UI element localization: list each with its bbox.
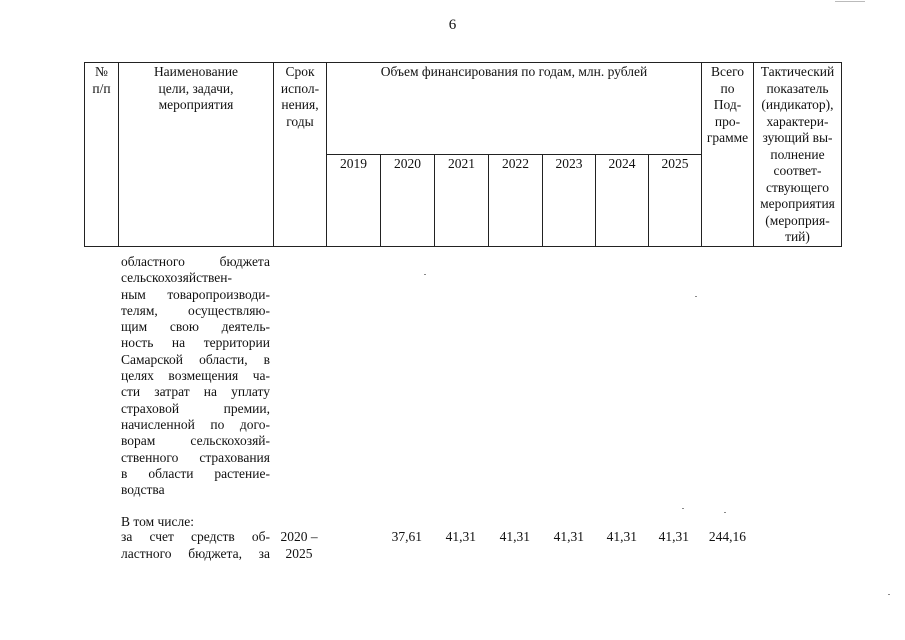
funding-table-header [84, 62, 842, 247]
funding-value-2025: 41,31 [658, 529, 689, 544]
scan-speck [888, 594, 890, 595]
description-line: сти затрат на уплату [121, 384, 270, 400]
header-year-cell: 2021 [435, 154, 489, 246]
header-year-cell: 2019 [327, 154, 381, 246]
scan-speck [695, 296, 697, 297]
header-year-cell: 2020 [381, 154, 435, 246]
description-line: ворам сельскохозяй- [121, 433, 270, 449]
including-label: В том числе: [121, 514, 194, 529]
description-line: сельскохозяйствен- [121, 270, 232, 286]
description-line: телям, осуществляю- [121, 302, 270, 318]
description-line: щим свою деятель- [121, 319, 270, 335]
header-name-cell: Наименование цели, задачи, мероприятия [119, 63, 274, 247]
description-line: начисленной по дого- [121, 416, 270, 432]
funding-name-line: за счет средств об- [121, 529, 270, 544]
funding-value-2024: 41,31 [606, 529, 637, 544]
scan-speck [424, 274, 426, 275]
funding-value-2022: 41,31 [499, 529, 530, 544]
header-term-cell: Срок испол- нения, годы [274, 63, 327, 247]
description-line: в области растение- [121, 465, 270, 481]
scan-speck [724, 512, 726, 513]
header-number-cell: № п/п [85, 63, 119, 247]
funding-row [0, 529, 905, 569]
description-line: целях возмещения ча- [121, 368, 270, 384]
description-line: Самарской области, в [121, 351, 270, 367]
description-line: водства [121, 482, 165, 498]
page-number: 6 [448, 17, 457, 33]
header-year-cell: 2023 [543, 154, 596, 246]
description-line: страховой премии, [121, 400, 270, 416]
scan-speck [682, 508, 684, 509]
funding-value-total: 244,16 [708, 529, 746, 544]
header-year-cell: 2025 [649, 154, 702, 246]
header-year-cell: 2024 [596, 154, 649, 246]
funding-value-2023: 41,31 [553, 529, 584, 544]
funding-row-name [121, 529, 270, 562]
header-total-cell: Всего по Под- про- грамме [702, 63, 754, 247]
funding-value-2021: 41,31 [445, 529, 476, 544]
scan-speck [835, 1, 865, 2]
funding-row-term: 2020 – 2025 [280, 529, 318, 561]
description-line: ственного страхования [121, 449, 270, 465]
header-year-cell: 2022 [489, 154, 543, 246]
funding-value-2020: 37,61 [391, 529, 422, 544]
description-line: областного бюджета [121, 254, 270, 269]
header-funding-title: Объем финансирования по годам, млн. рублей [327, 63, 702, 155]
description-line: ным товаропроизводи- [121, 286, 270, 302]
header-indicator-cell: Тактический показатель (индикатор), характери- зующий вы- полнение соответ- ствующего мероприятия (мероприя- тий) [754, 63, 842, 247]
activity-description [121, 254, 270, 498]
description-line: ность на территории [121, 335, 270, 351]
funding-name-line: ластного бюджета, за [121, 545, 270, 561]
